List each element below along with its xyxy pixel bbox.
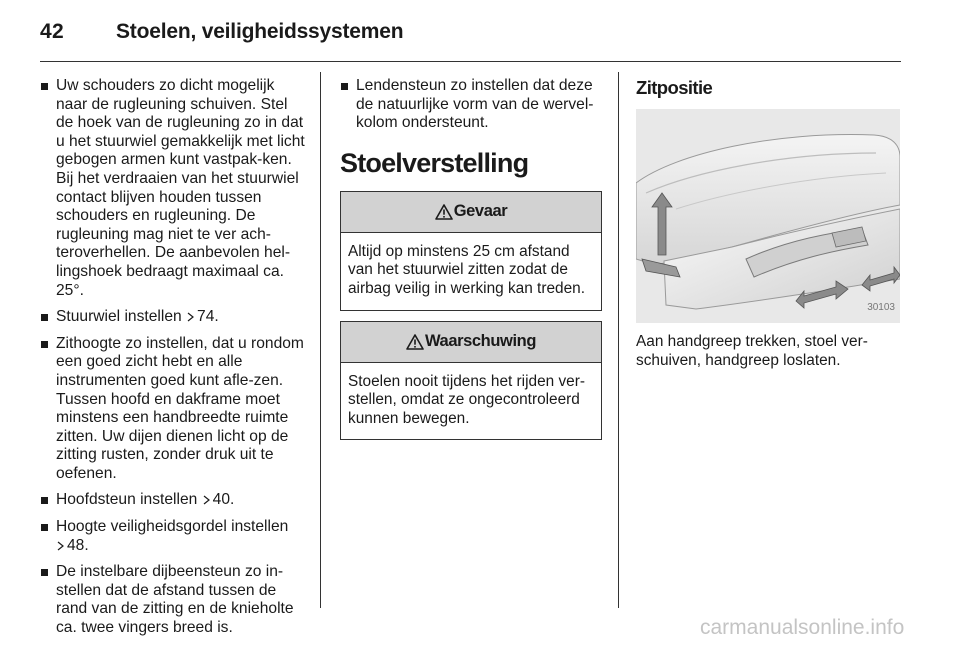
page-number: 42 [40, 20, 64, 43]
warning-box-title: Waarschuwing [424, 332, 537, 351]
bullet-text: Uw schouders zo dicht mogelijk naar de rugleuning schuiven. Stel de hoek van de rugleuning zo in dat u het stuurwiel gemakkelijk met licht gebogen armen kunt vastpak-ken. Bij het verdraaien van het stuurwiel contact blijven houden tussen schouders en rugleuning. De rugleuning mag niet te ver ach-teroverhellen. De aanbevolen hel-lingshoek bedraagt maximaal ca. 25°. [56, 77, 305, 299]
danger-box-header [341, 192, 601, 233]
danger-box-body: Altijd op minstens 25 cm afstand van het stuurwiel zitten zodat de airbag veilig in werking kan treden. [348, 242, 585, 297]
bullet-list-middle [340, 77, 602, 133]
watermark: carmanualsonline.info [700, 616, 905, 639]
danger-box [340, 191, 602, 311]
warning-box-body: Stoelen nooit tijdens het rijden ver-stellen, omdat ze ongecontroleerd kunnen bewegen. [348, 372, 585, 427]
page-reference[interactable]: 40. [212, 491, 235, 509]
list-item [40, 518, 306, 555]
column-right [636, 77, 904, 370]
warning-triangle-icon [435, 204, 453, 220]
danger-box-title: Gevaar [453, 202, 508, 221]
seat-adjustment-figure [636, 109, 900, 323]
page-reference-arrow-icon [187, 312, 194, 322]
bullet-text: Hoofdsteun instellen [56, 491, 198, 509]
bullet-text: Zithoogte zo instellen, dat u rondom een goed zicht hebt en alle instrumenten goed kunt afle-zen. Tussen hoofd en dakframe moet minstens een handbreedte ruimte zitten. Uw dijen dienen licht op de zitting rusten, zonder druk uit te oefenen. [56, 334, 304, 482]
column-middle [340, 77, 602, 450]
figure-caption: Aan handgreep trekken, stoel ver-schuiven, handgreep loslaten. [636, 333, 868, 369]
page-reference-arrow-icon [57, 541, 64, 551]
list-item [40, 335, 306, 484]
column-left [40, 77, 306, 646]
chapter-title: Stoelen, veiligheidssystemen [116, 20, 404, 43]
seat-illustration [636, 109, 900, 323]
figure-code: 30103 [867, 302, 895, 314]
bullet-text: Lendensteun zo instellen dat deze de natuurlijke vorm van de wervel-kolom ondersteunt. [356, 77, 594, 132]
bullet-text: Hoogte veiligheidsgordel instellen [56, 518, 289, 536]
bullet-text: De instelbare dijbeensteun zo in-stellen dat de afstand tussen de rand van de zitting en de knieholte ca. twee vingers breed is. [56, 563, 294, 637]
column-divider-left [320, 72, 321, 608]
warning-box-header [341, 322, 601, 363]
column-divider-right [618, 72, 619, 608]
list-item [40, 77, 306, 300]
bullet-list-left [40, 77, 306, 638]
page-reference[interactable]: 48. [67, 536, 89, 554]
list-item [40, 563, 306, 637]
subsection-title: Zitpositie [636, 77, 713, 98]
list-item [340, 77, 602, 133]
warning-box [340, 321, 602, 441]
section-title: Stoelverstelling [340, 147, 529, 178]
bullet-text: Stuurwiel instellen [56, 308, 182, 326]
page-reference-arrow-icon [203, 495, 210, 505]
header-rule [40, 61, 901, 62]
page-reference[interactable]: 74. [197, 308, 219, 326]
list-item [40, 491, 306, 510]
list-item [40, 308, 306, 327]
warning-triangle-icon [406, 334, 424, 350]
